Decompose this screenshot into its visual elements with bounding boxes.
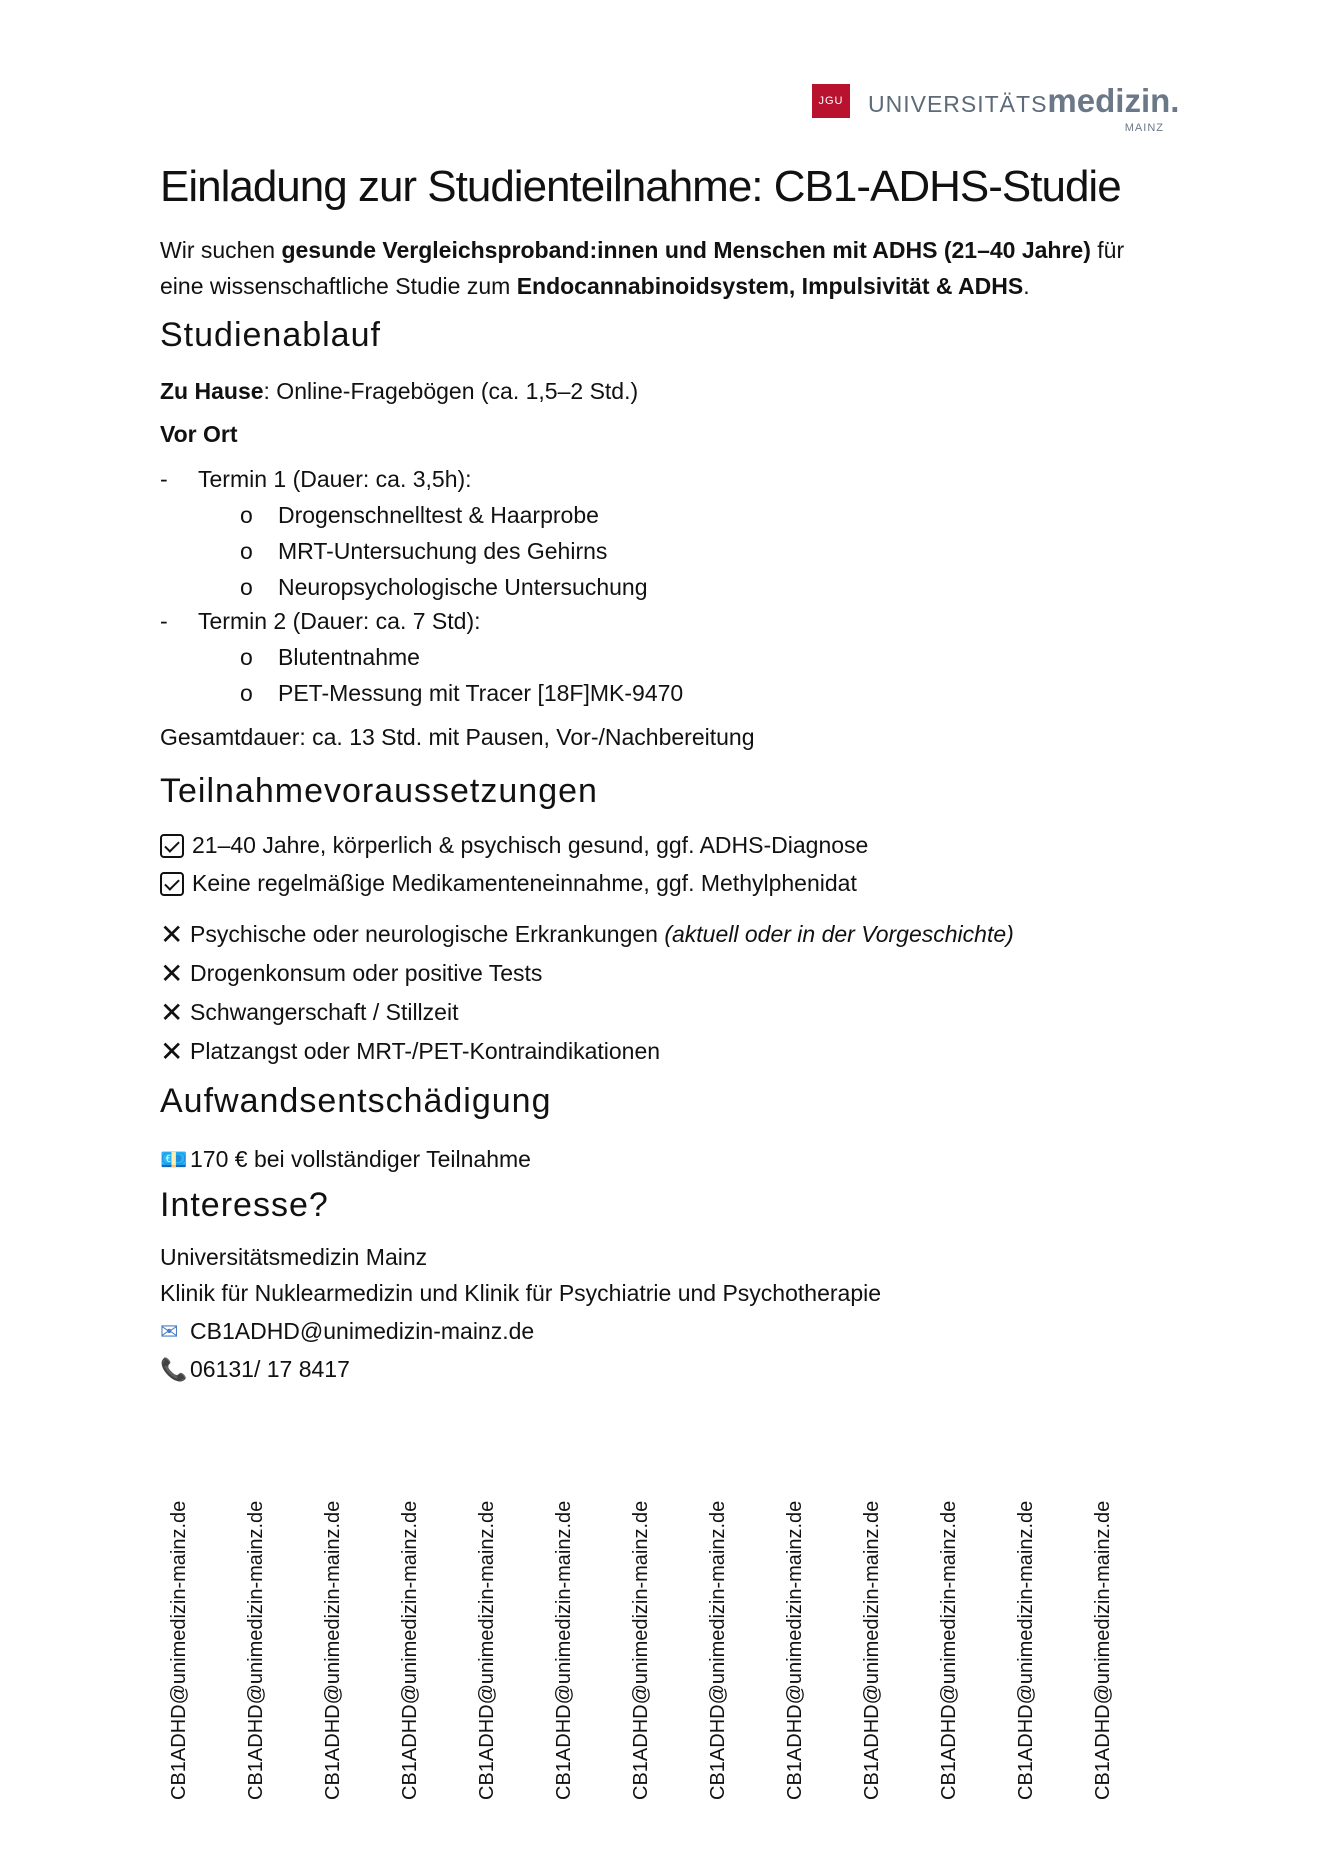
exclusion-item: ✕ Schwangerschaft / Stillzeit — [160, 997, 459, 1028]
tear-off-strip[interactable]: CB1ADHD@unimedizin-mainz.de — [168, 1500, 190, 1800]
cross-icon: ✕ — [160, 997, 184, 1028]
envelope-icon: ✉ — [160, 1319, 179, 1344]
list-item: o MRT-Untersuchung des Gehirns — [240, 538, 608, 564]
tear-off-strips — [160, 1470, 1160, 1830]
tear-off-strip[interactable]: CB1ADHD@unimedizin-mainz.de — [784, 1500, 806, 1800]
requirement-yes: Keine regelmäßige Medikamenteneinnahme, ggf. Methylphenidat — [160, 870, 857, 897]
list-item: o Blutentnahme — [240, 644, 420, 670]
cross-icon: ✕ — [160, 958, 184, 989]
tear-off-strip[interactable]: CB1ADHD@unimedizin-mainz.de — [707, 1500, 729, 1800]
tear-off-strip[interactable]: CB1ADHD@unimedizin-mainz.de — [553, 1500, 575, 1800]
contact-email[interactable]: ✉ CB1ADHD@unimedizin-mainz.de — [160, 1318, 535, 1344]
exclusion-item: ✕ Platzangst oder MRT-/PET-Kontraindikationen — [160, 1036, 661, 1067]
termin-1: Termin 1 (Dauer: ca. 3,5h): — [198, 466, 472, 492]
phone-icon: 📞 — [160, 1357, 188, 1382]
compensation-line: 💶 170 € bei vollständiger Teilnahme — [160, 1146, 531, 1172]
university-logo — [812, 80, 1180, 142]
logo-wordmark: UNIVERSITÄTSmedizin. — [868, 82, 1180, 119]
contact-phone[interactable]: 📞 06131/ 17 8417 — [160, 1356, 350, 1382]
cross-icon: ✕ — [160, 919, 184, 950]
list-item: o Drogenschnelltest & Haarprobe — [240, 502, 599, 528]
requirement-yes: 21–40 Jahre, körperlich & psychisch gesund, ggf. ADHS-Diagnose — [160, 832, 868, 859]
total-duration: Gesamtdauer: ca. 13 Std. mit Pausen, Vor-/Nachbereitung — [160, 724, 755, 750]
logo-mark: JGU — [812, 84, 850, 118]
tear-off-strip[interactable]: CB1ADHD@unimedizin-mainz.de — [476, 1500, 498, 1800]
vor-ort-label: Vor Ort — [160, 421, 238, 447]
list-item: o PET-Messung mit Tracer [18F]MK-9470 — [240, 680, 684, 706]
cross-icon: ✕ — [160, 1036, 184, 1067]
exclusion-item: ✕ Psychische oder neurologische Erkrankungen (aktuell oder in der Vorgeschichte) — [160, 919, 1014, 950]
contact-dept: Klinik für Nuklearmedizin und Klinik für Psychiatrie und Psychotherapie — [160, 1280, 882, 1306]
tear-off-strip[interactable]: CB1ADHD@unimedizin-mainz.de — [245, 1500, 267, 1800]
tear-off-strip[interactable]: CB1ADHD@unimedizin-mainz.de — [630, 1500, 652, 1800]
dash-marker: - — [160, 466, 168, 492]
logo-subtitle: MAINZ — [1124, 122, 1164, 134]
heading-voraussetzungen: Teilnahmevoraussetzungen — [160, 772, 598, 810]
tear-off-strip[interactable]: CB1ADHD@unimedizin-mainz.de — [938, 1500, 960, 1800]
tear-off-strip[interactable]: CB1ADHD@unimedizin-mainz.de — [322, 1500, 344, 1800]
list-item: o Neuropsychologische Untersuchung — [240, 574, 648, 600]
tear-off-strip[interactable]: CB1ADHD@unimedizin-mainz.de — [1092, 1500, 1114, 1800]
page-title: Einladung zur Studienteilnahme: CB1-ADHS-Studie — [160, 162, 1121, 211]
tear-off-strip[interactable]: CB1ADHD@unimedizin-mainz.de — [1015, 1500, 1037, 1800]
dash-marker: - — [160, 608, 168, 634]
tear-off-strip[interactable]: CB1ADHD@unimedizin-mainz.de — [861, 1500, 883, 1800]
heading-interesse: Interesse? — [160, 1186, 329, 1224]
termin-2: Termin 2 (Dauer: ca. 7 Std): — [198, 608, 481, 634]
home-line: Zu Hause: Online-Fragebögen (ca. 1,5–2 Std.) — [160, 378, 639, 404]
heading-studienablauf: Studienablauf — [160, 316, 381, 354]
tear-off-strip[interactable]: CB1ADHD@unimedizin-mainz.de — [399, 1500, 421, 1800]
checkbox-checked-icon — [160, 834, 184, 858]
contact-org: Universitätsmedizin Mainz — [160, 1244, 428, 1270]
exclusion-item: ✕ Drogenkonsum oder positive Tests — [160, 958, 543, 989]
heading-entschaedigung: Aufwandsentschädigung — [160, 1082, 552, 1120]
checkbox-checked-icon — [160, 872, 184, 896]
money-icon: 💶 — [160, 1147, 188, 1172]
intro-paragraph: Wir suchen gesunde Vergleichsproband:innen und Menschen mit ADHS (21–40 Jahre) für eine wissenschaftliche Studie zum Endocannabinoidsystem, Impulsivität & ADHS. — [160, 237, 1125, 299]
